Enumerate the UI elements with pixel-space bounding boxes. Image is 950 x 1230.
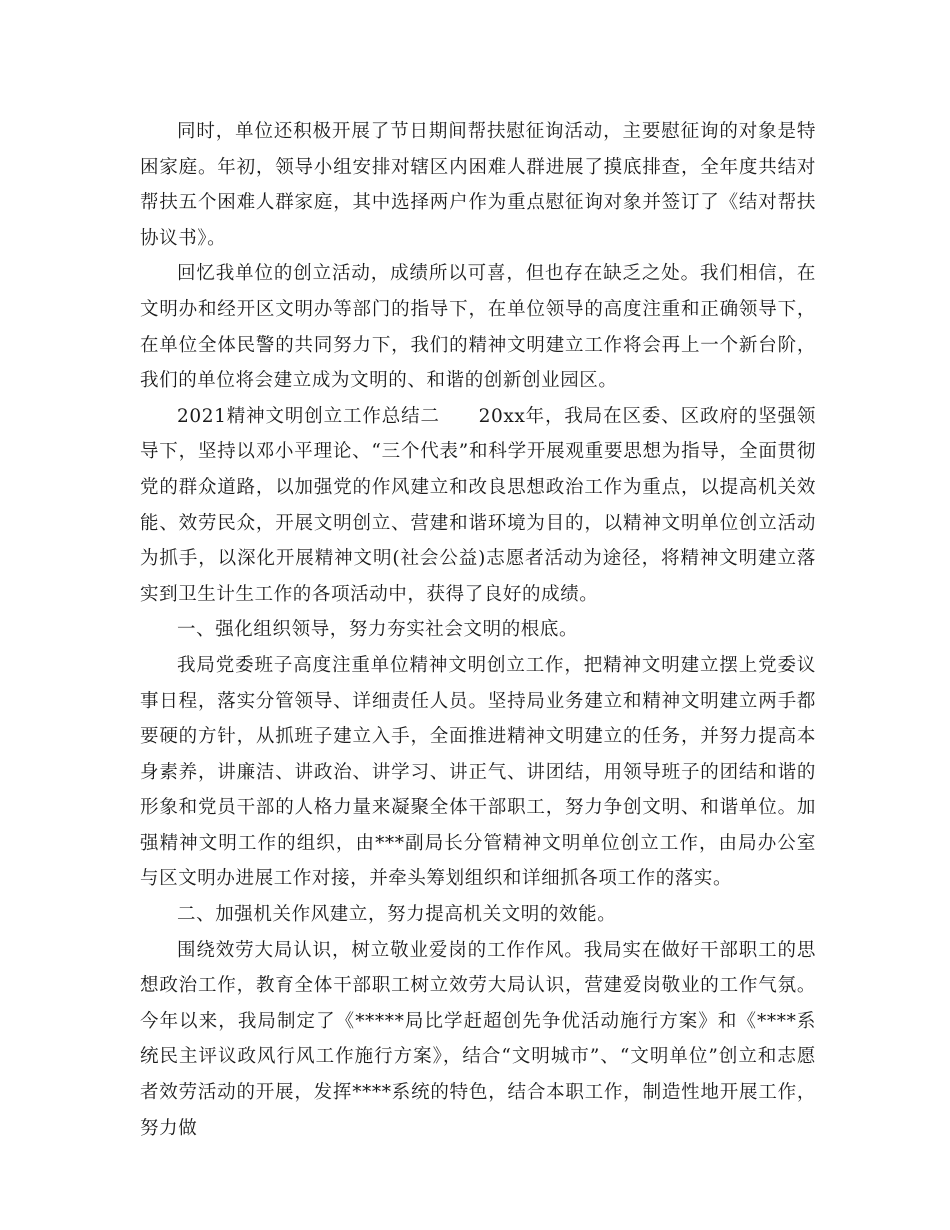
paragraph-summary-two-intro: 2021精神文明创立工作总结二 20xx年，我局在区委、区政府的坚强领导下，坚持以邓小平理论、“三个代表”和科学开展观重要思想为指导，全面贯彻党的群众道路，以加强党的作风建立和改良思想政治工作为重点，以提高机关效能、效劳民众，开展文明创立、营建和谐环境为目的，以精神文明单位创立活动为抓手，以深化开展精神文明(社会公益)志愿者活动为途径，将精神文明建立落实到卫生计生工作的各项活动中，获得了良好的成绩。 — [140, 405, 816, 605]
paragraph-review: 回忆我单位的创立活动，成绩所以可喜，但也存在缺乏之处。我们相信，在文明办和经开区文明办等部门的指导下，在单位领导的高度注重和正确领导下，在单位全体民警的共同努力下，我们的精神文明建立工作将会再上一个新台阶，我们的单位将会建立成为文明的、和谐的创新创业园区。 — [140, 263, 816, 392]
heading-section-two: 二、加强机关作风建立，努力提高机关文明的效能。 — [177, 904, 617, 926]
document-body — [140, 114, 816, 1146]
paragraph-section-one-body: 我局党委班子高度注重单位精神文明创立工作，把精神文明建立摆上党委议事日程，落实分管领导、详细责任人员。坚持局业务建立和精神文明建立两手都要硬的方针，从抓班子建立入手，全面推进精神文明建立的任务，并努力提高本身素养，讲廉洁、讲政治、讲学习、讲正气、讲团结，用领导班子的团结和谐的形象和党员干部的人格力量来凝聚全体干部职工，努力争创文明、和谐单位。加强精神文明工作的组织，由***副局长分管精神文明单位创立工作，由局办公室与区文明办进展工作对接，并牵头筹划组织和详细抓各项工作的落实。 — [140, 654, 816, 890]
heading-section-one: 一、强化组织领导，努力夯实社会文明的根底。 — [177, 619, 579, 641]
paragraph-section-two-body: 围绕效劳大局认识，树立敬业爱岗的工作作风。我局实在做好干部职工的思想政治工作，教育全体干部职工树立效劳大局认识，营建爱岗敬业的工作气氛。今年以来，我局制定了《*****局比学赶超创先争优活动施行方案》和《****系统民主评议政风行风工作施行方案》，结合“文明城市”、“文明单位”创立和志愿者效劳活动的开展，发挥****系统的特色，结合本职工作，制造性地开展工作，努力做 — [140, 939, 816, 1139]
paragraph-poverty-relief: 同时，单位还积极开展了节日期间帮扶慰征询活动，主要慰征询的对象是特困家庭。年初，领导小组安排对辖区内困难人群进展了摸底排查，全年度共结对帮扶五个困难人群家庭，其中选择两户作为重点慰征询对象并签订了《结对帮扶协议书》。 — [140, 121, 816, 249]
